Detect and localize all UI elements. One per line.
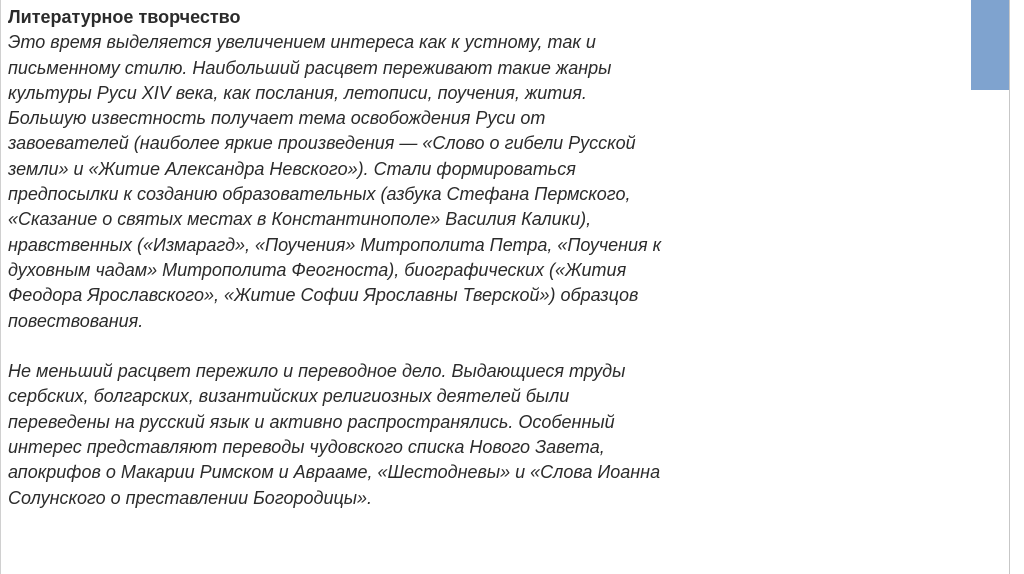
paragraph-1: Это время выделяется увеличением интереса как к устному, так и письменному стилю. Наибольший расцвет переживают такие жанры культуры Руси XIV века, как послания, летописи, поучения, жития. Большую известность получает тема освобождения Руси от завоевателей (наиболее яркие произведения — «Слово о гибели Русской земли» и «Житие Александра Невского»). Стали формироваться предпосылки к созданию образовательных (азбука Стефана Пермского, «Сказание о святых местах в Константинополе» Василия Калики), нравственных («Измарагд», «Поучения» Митрополита Петра, «Поучения к духовным чадам» Митрополита Феогноста), биографических («Жития Феодора Ярославского», «Житие Софии Ярославны Тверской») образцов повествования. [8, 32, 662, 331]
paragraph-2: Не меньший расцвет пережило и переводное дело. Выдающиеся труды сербских, болгарских, византийских религиозных деятелей были переведены на русский язык и активно распространялись. Особенный интерес представляют переводы чудовского списка Нового Завета, апокрифов о Макарии Римском и Аврааме, «Шестодневы» и «Слова Иоанна Солунского о преставлении Богородицы». [8, 361, 661, 508]
paragraph-spacer [8, 334, 788, 359]
slide-left-border [0, 0, 1, 574]
slide-title: Литературное творчество [8, 7, 241, 27]
slide-right-divider [1009, 0, 1010, 574]
accent-block [971, 0, 1010, 90]
slide-text-box [8, 5, 788, 511]
